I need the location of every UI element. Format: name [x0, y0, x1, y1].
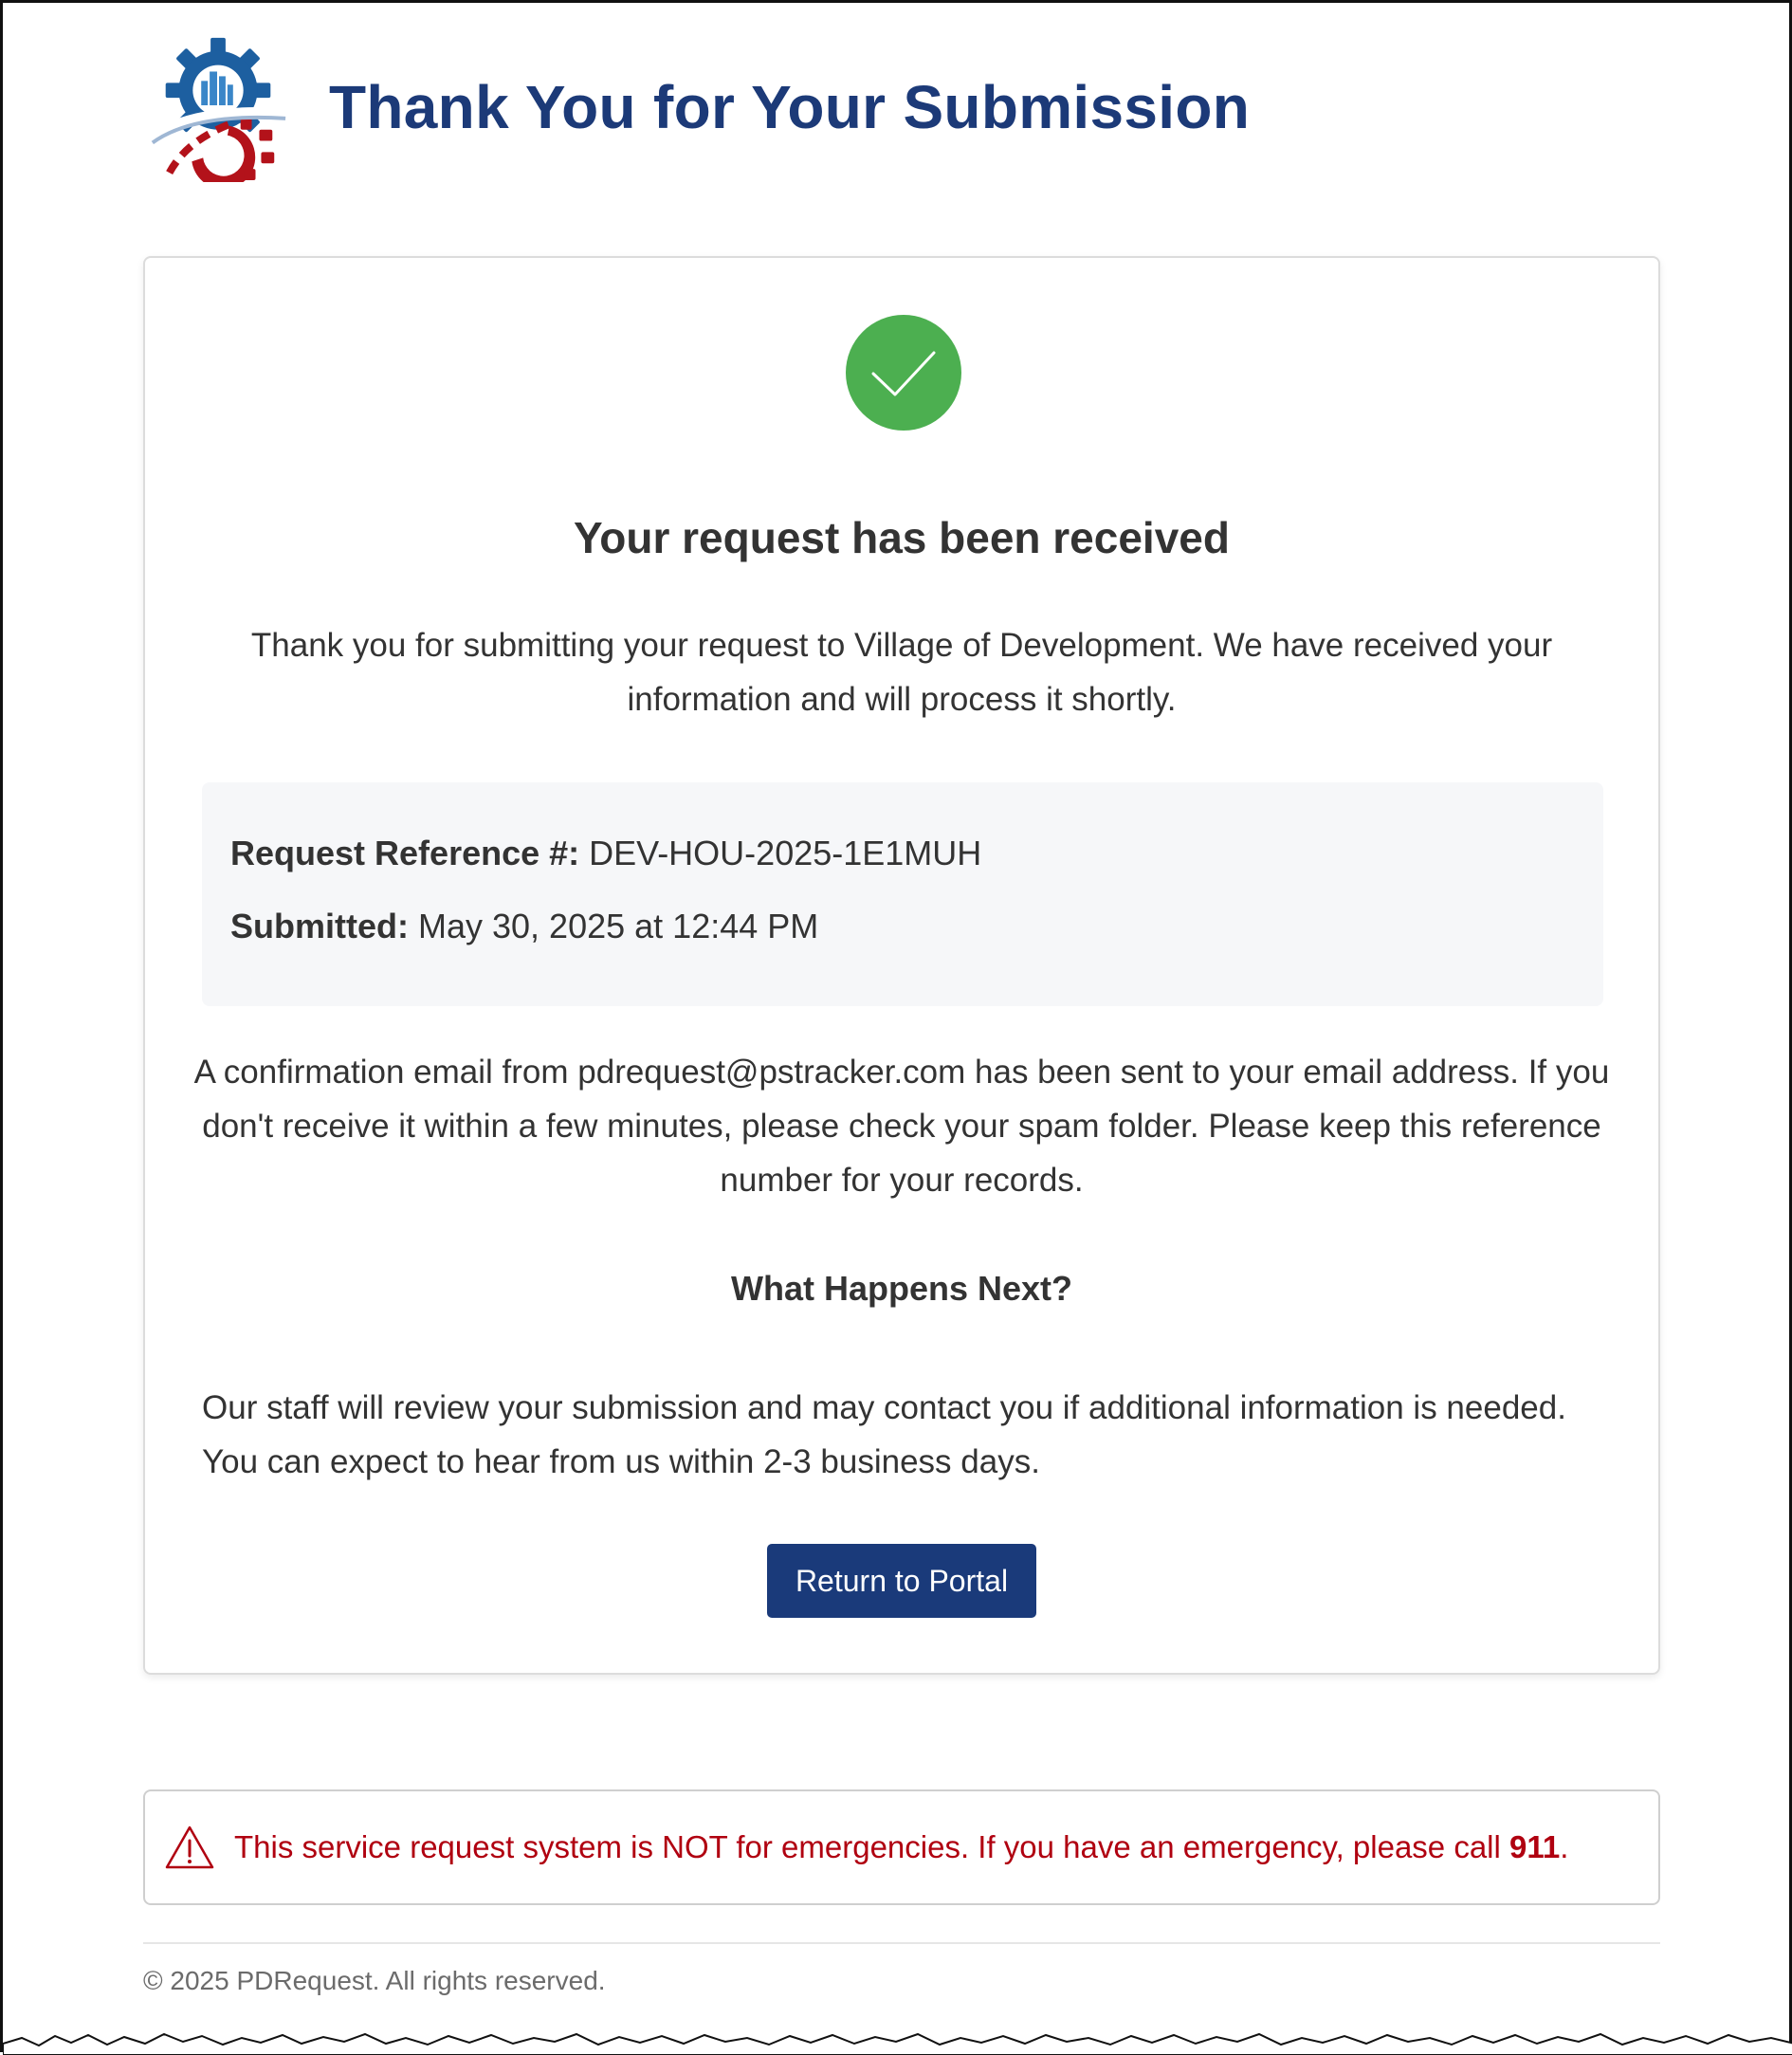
- footer-divider: [143, 1942, 1660, 1944]
- gear-city-logo-icon: [143, 32, 293, 182]
- emergency-alert-message: This service request system is NOT for emergencies. If you have an emergency, please call: [234, 1829, 1510, 1864]
- torn-paper-edge: [3, 2027, 1792, 2055]
- reference-value: DEV-HOU-2025-1E1MUH: [589, 834, 982, 872]
- next-steps-text: Our staff will review your submission and may contact you if additional information is needed. You can expect to hear from us within 2-3 business days.: [202, 1389, 1566, 1480]
- reference-label: Request Reference #:: [230, 834, 580, 872]
- email-notice: A confirmation email from pdrequest@pstracker.com has been sent to your email address. If you don't receive it within a few minutes, please check your spam folder. Please keep this reference number for your records.: [193, 1054, 1610, 1199]
- confirmation-card: [143, 256, 1660, 1675]
- submitted-line: [230, 907, 818, 946]
- reference-line: [230, 834, 981, 873]
- reference-box: [202, 782, 1603, 1006]
- emergency-number: 911: [1509, 1829, 1561, 1864]
- next-steps-heading: What Happens Next?: [730, 1269, 1073, 1308]
- submitted-label: Submitted:: [230, 907, 409, 945]
- page-header: [143, 31, 1250, 183]
- success-badge: [846, 315, 961, 431]
- submitted-value: May 30, 2025 at 12:44 PM: [418, 907, 819, 945]
- copyright-text: © 2025 PDRequest. All rights reserved.: [143, 1966, 606, 1995]
- emergency-alert: [143, 1789, 1660, 1905]
- intro-text: Thank you for submitting your request to Village of Development. We have received your information and will process it shortly.: [250, 627, 1553, 718]
- warning-triangle-icon: [164, 1825, 215, 1870]
- emergency-alert-text: [234, 1829, 1568, 1865]
- page-title: Thank You for Your Submission: [329, 73, 1251, 141]
- received-heading: Your request has been received: [574, 513, 1230, 562]
- emergency-alert-suffix: .: [1560, 1829, 1569, 1864]
- return-to-portal-button[interactable]: Return to Portal: [767, 1544, 1036, 1618]
- checkmark-icon: [846, 315, 961, 431]
